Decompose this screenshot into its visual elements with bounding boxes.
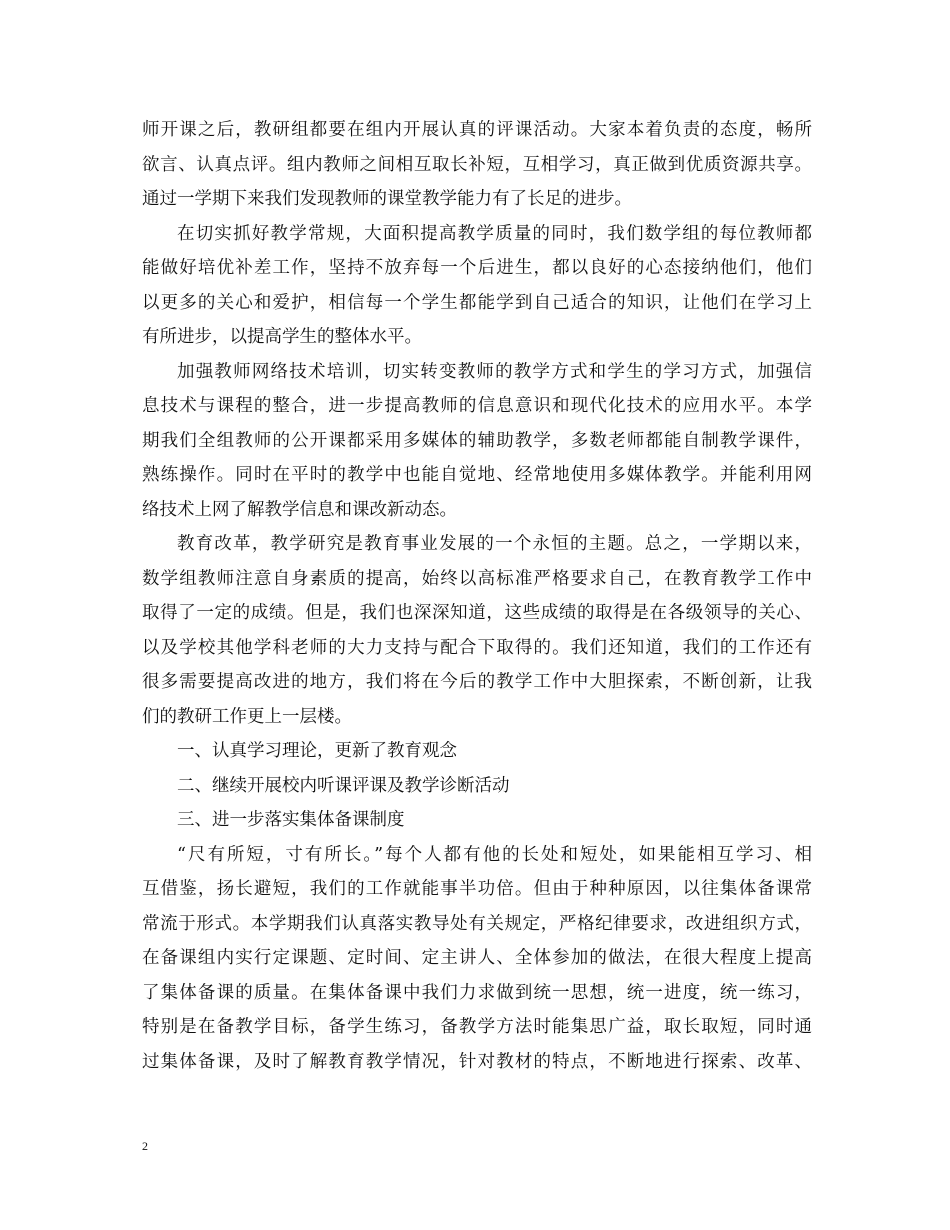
text-line: 息技术与课程的整合，进一步提高教师的信息意识和现代化技术的应用水平。本学 [142,396,812,416]
text-line: 络技术上网了解教学信息和课改新动态。 [142,499,457,520]
text-line: 常流于形式。本学期我们认真落实教导处有关规定，严格纪律要求，改进组织方式， [142,913,812,934]
text-line: 以及学校其他学科老师的大力支持与配合下取得的。我们还知道，我们的工作还有 [142,637,812,658]
text-line: 过集体备课，及时了解教育教学情况，针对教材的特点，不断地进行探索、改革、 [142,1051,812,1072]
body-text [142,113,812,1079]
text-line: 很多需要提高改进的地方，我们将在今后的教学工作中大胆探索，不断创新，让我 [142,672,812,692]
text-line: 通过一学期下来我们发现教师的课堂教学能力有了长足的进步。 [142,189,632,209]
text-line: 在切实抓好教学常规，大面积提高教学质量的同时，我们数学组的每位教师都 [177,223,812,244]
text-line: 教育改革，教学研究是教育事业发展的一个永恒的主题。总之，一学期以来， [177,534,812,554]
section-heading: 二、继续开展校内听课评课及教学诊断活动 [177,775,510,796]
section-heading: 三、进一步落实集体备课制度 [177,810,405,830]
text-line: 以更多的关心和爱护，相信每一个学生都能学到自己适合的知识，让他们在学习上 [142,292,812,313]
text-line: 们的教研工作更上一层楼。 [142,706,352,727]
text-line: 特别是在备教学目标，备学生练习，备教学方法时能集思广益，取长取短，同时通 [142,1017,812,1037]
text-line: 了集体备课的质量。在集体备课中我们力求做到统一思想，统一进度，统一练习， [142,982,812,1003]
text-line: 期我们全组教师的公开课都采用多媒体的辅助教学，多数老师都能自制教学课件， [142,430,812,451]
text-line: 数学组教师注意自身素质的提高，始终以高标准严格要求自己，在教育教学工作中 [142,568,812,589]
text-line: 加强教师网络技术培训，切实转变教师的教学方式和学生的学习方式，加强信 [177,361,812,382]
text-line: 在备课组内实行定课题、定时间、定主讲人、全体参加的做法，在很大程度上提高 [142,948,812,968]
text-line: 取得了一定的成绩。但是，我们也深深知道，这些成绩的取得是在各级领导的关心、 [142,603,812,623]
text-line: “尺有所短，寸有所长。”每个人都有他的长处和短处，如果能相互学习、相 [177,844,812,865]
text-line: 欲言、认真点评。组内教师之间相互取长补短，互相学习，真正做到优质资源共享。 [142,154,812,175]
page-number: 2 [142,1139,148,1153]
text-line: 互借鉴，扬长避短，我们的工作就能事半功倍。但由于种种原因，以往集体备课常 [142,879,812,899]
text-line: 师开课之后，教研组都要在组内开展认真的评课活动。大家本着负责的态度，畅所 [142,120,812,140]
text-line: 熟练操作。同时在平时的教学中也能自觉地、经常地使用多媒体教学。并能利用网 [142,465,812,485]
section-heading: 一、认真学习理论，更新了教育观念 [177,741,457,761]
text-line: 能做好培优补差工作，坚持不放弃每一个后进生，都以良好的心态接纳他们，他们 [142,258,812,278]
text-line: 有所进步，以提高学生的整体水平。 [142,327,422,347]
